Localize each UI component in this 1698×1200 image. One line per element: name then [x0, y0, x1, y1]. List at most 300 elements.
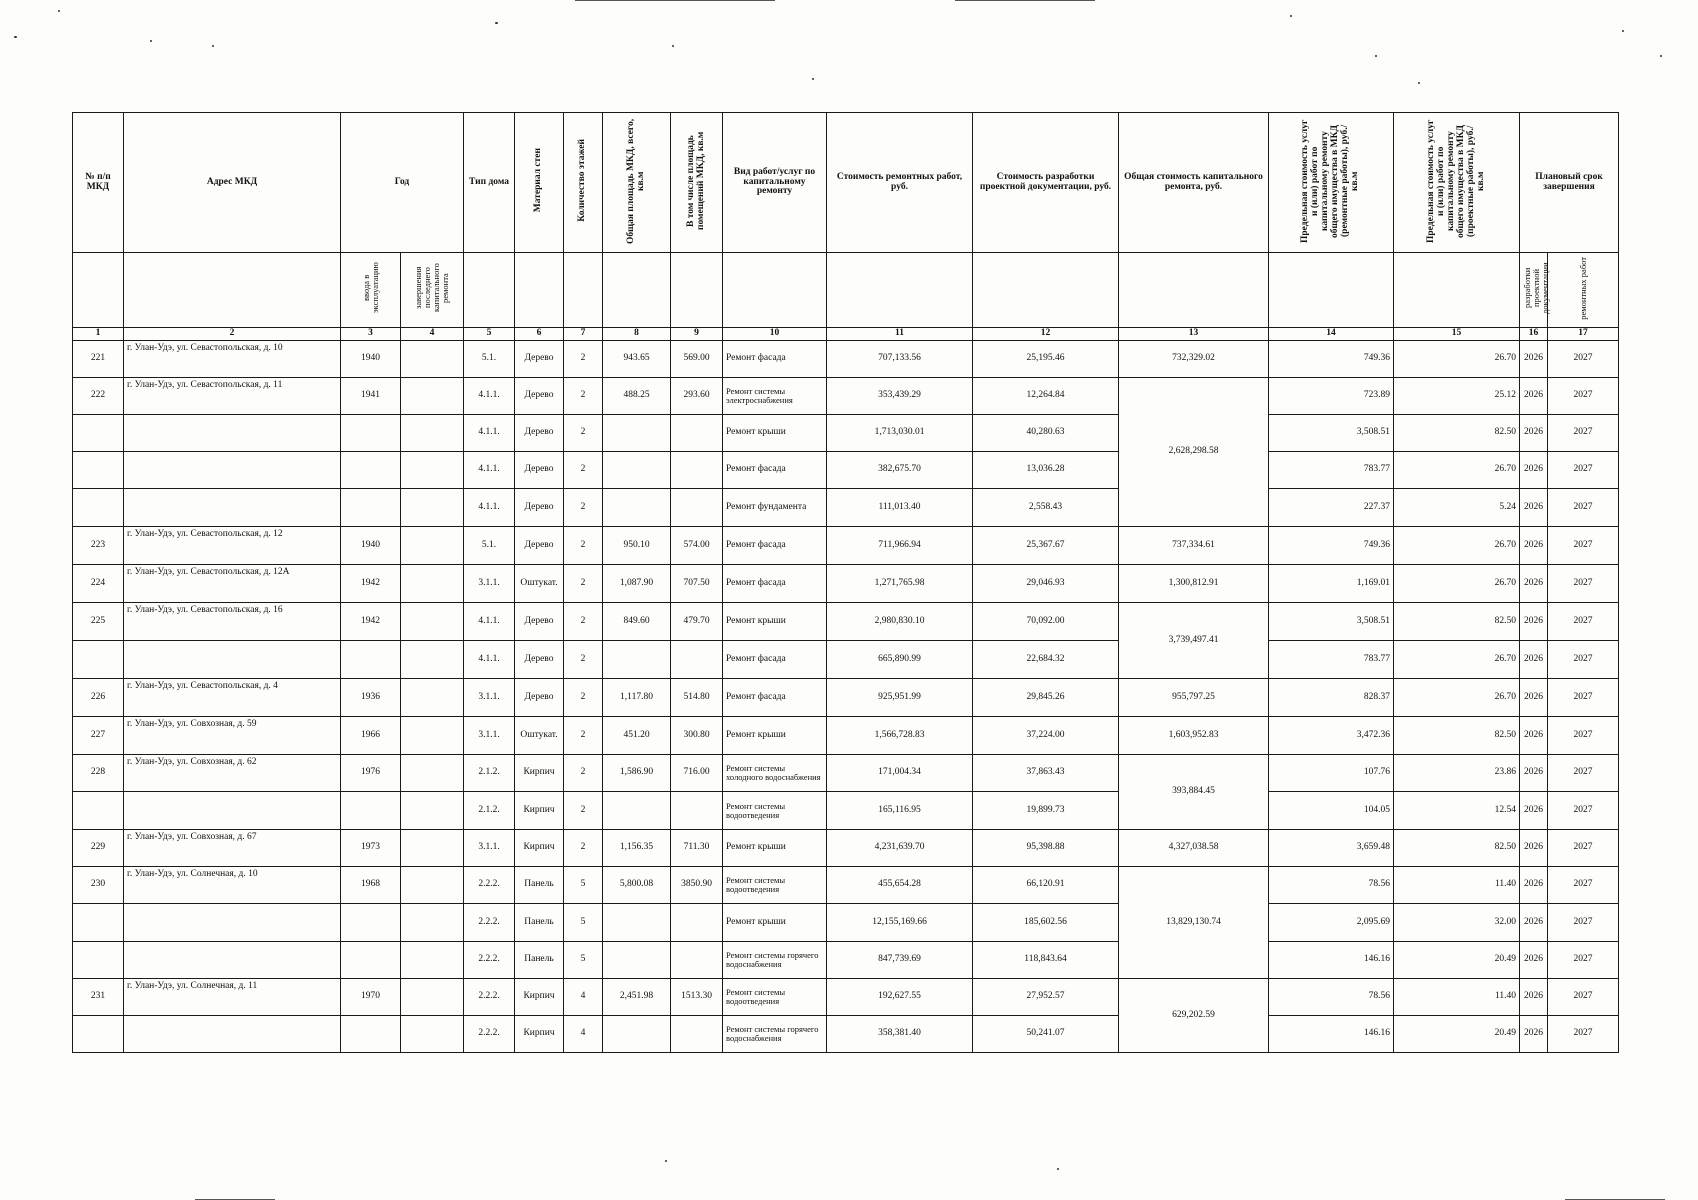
row-design-cost: 29,845.26 [973, 679, 1119, 717]
row-term-repair: 2027 [1548, 717, 1619, 755]
row-total-area: 1,156.35 [603, 830, 671, 867]
row-residential-area: 711.30 [671, 830, 723, 867]
row-address [124, 489, 341, 527]
row-wall-material: Дерево [515, 603, 564, 641]
row-number: 223 [73, 527, 124, 565]
column-number: 4 [401, 328, 464, 341]
row-house-type: 2.2.2. [464, 942, 515, 979]
row-term-design: 2026 [1520, 755, 1548, 792]
row-total-area: 943.65 [603, 341, 671, 378]
row-design-cost: 185,602.56 [973, 904, 1119, 942]
row-repair-cost: 111,013.40 [827, 489, 973, 527]
row-number [73, 452, 124, 489]
header-year: Год [341, 113, 464, 253]
row-address: г. Улан-Удэ, ул. Севастопольская, д. 12А [124, 565, 341, 603]
row-year-last-repair [401, 565, 464, 603]
row-term-repair: 2027 [1548, 830, 1619, 867]
row-number [73, 1016, 124, 1053]
row-address [124, 1016, 341, 1053]
row-year-commission: 1936 [341, 679, 401, 717]
row-total-cost: 13,829,130.74 [1119, 867, 1269, 979]
row-repair-cost: 171,004.34 [827, 755, 973, 792]
row-floors: 2 [564, 489, 603, 527]
row-house-type: 2.2.2. [464, 904, 515, 942]
row-total-area [603, 1016, 671, 1053]
column-number: 8 [603, 328, 671, 341]
row-floors: 2 [564, 641, 603, 679]
table-row [73, 904, 1619, 942]
row-year-commission: 1966 [341, 717, 401, 755]
row-residential-area: 569.00 [671, 341, 723, 378]
row-design-cost: 25,367.67 [973, 527, 1119, 565]
row-limit-design: 26.70 [1394, 679, 1520, 717]
row-term-design: 2026 [1520, 489, 1548, 527]
row-limit-design: 5.24 [1394, 489, 1520, 527]
row-number: 225 [73, 603, 124, 641]
header-num: № п/п МКД [73, 113, 124, 253]
row-number: 229 [73, 830, 124, 867]
row-total-cost: 3,739,497.41 [1119, 603, 1269, 679]
row-total-cost: 393,884.45 [1119, 755, 1269, 830]
row-limit-design: 82.50 [1394, 415, 1520, 452]
column-number: 3 [341, 328, 401, 341]
column-number: 13 [1119, 328, 1269, 341]
row-number [73, 942, 124, 979]
row-house-type: 4.1.1. [464, 489, 515, 527]
row-address: г. Улан-Удэ, ул. Солнечная, д. 10 [124, 867, 341, 904]
row-design-cost: 12,264.84 [973, 378, 1119, 415]
row-term-design: 2026 [1520, 378, 1548, 415]
table-row [73, 641, 1619, 679]
row-house-type: 3.1.1. [464, 565, 515, 603]
row-residential-area: 716.00 [671, 755, 723, 792]
table-row [73, 755, 1619, 792]
row-total-area [603, 641, 671, 679]
row-residential-area [671, 415, 723, 452]
row-limit-repair: 783.77 [1269, 452, 1394, 489]
row-house-type: 3.1.1. [464, 679, 515, 717]
column-number: 7 [564, 328, 603, 341]
row-wall-material: Кирпич [515, 1016, 564, 1053]
row-address: г. Улан-Удэ, ул. Севастопольская, д. 10 [124, 341, 341, 378]
row-total-area [603, 792, 671, 830]
row-total-cost: 1,300,812.91 [1119, 565, 1269, 603]
header-plan-term: Плановый срок завершения [1520, 113, 1619, 253]
row-work-type: Ремонт крыши [723, 415, 827, 452]
header-design-cost: Стоимость разработки проектной документации, руб. [973, 113, 1119, 253]
row-address: г. Улан-Удэ, ул. Севастопольская, д. 12 [124, 527, 341, 565]
row-total-cost: 955,797.25 [1119, 679, 1269, 717]
row-limit-design: 26.70 [1394, 641, 1520, 679]
row-residential-area: 574.00 [671, 527, 723, 565]
row-year-last-repair [401, 341, 464, 378]
row-limit-repair: 146.16 [1269, 1016, 1394, 1053]
row-floors: 2 [564, 603, 603, 641]
row-term-design: 2026 [1520, 341, 1548, 378]
row-total-area: 1,586.90 [603, 755, 671, 792]
row-limit-repair: 146.16 [1269, 942, 1394, 979]
row-limit-design: 26.70 [1394, 341, 1520, 378]
row-design-cost: 22,684.32 [973, 641, 1119, 679]
row-floors: 2 [564, 830, 603, 867]
row-total-area [603, 942, 671, 979]
row-limit-design: 20.49 [1394, 942, 1520, 979]
table-row [73, 717, 1619, 755]
header-limit-repair: Предельная стоимость услуг и (или) работ по капитальному ремонту общего имущества в МКД (ремонтные работы), руб./кв.м [1269, 113, 1394, 253]
row-number [73, 415, 124, 452]
row-wall-material: Оштукат. [515, 717, 564, 755]
column-number: 2 [124, 328, 341, 341]
header-house-type: Тип дома [464, 113, 515, 253]
row-house-type: 5.1. [464, 527, 515, 565]
row-wall-material: Дерево [515, 452, 564, 489]
row-year-last-repair [401, 603, 464, 641]
row-house-type: 3.1.1. [464, 830, 515, 867]
row-repair-cost: 12,155,169.66 [827, 904, 973, 942]
row-repair-cost: 4,231,639.70 [827, 830, 973, 867]
row-total-cost: 732,329.02 [1119, 341, 1269, 378]
row-total-area: 1,117.80 [603, 679, 671, 717]
row-work-type: Ремонт крыши [723, 717, 827, 755]
row-wall-material: Дерево [515, 679, 564, 717]
row-limit-design: 11.40 [1394, 979, 1520, 1016]
row-limit-design: 32.00 [1394, 904, 1520, 942]
row-floors: 2 [564, 755, 603, 792]
row-total-area [603, 452, 671, 489]
row-number: 227 [73, 717, 124, 755]
row-limit-repair: 78.56 [1269, 979, 1394, 1016]
row-year-last-repair [401, 867, 464, 904]
row-address [124, 641, 341, 679]
column-number: 15 [1394, 328, 1520, 341]
row-repair-cost: 1,566,728.83 [827, 717, 973, 755]
row-residential-area: 479.70 [671, 603, 723, 641]
row-limit-repair: 78.56 [1269, 867, 1394, 904]
row-total-cost: 2,628,298.58 [1119, 378, 1269, 527]
table-row [73, 452, 1619, 489]
row-year-last-repair [401, 755, 464, 792]
column-number: 9 [671, 328, 723, 341]
row-repair-cost: 665,890.99 [827, 641, 973, 679]
row-wall-material: Дерево [515, 489, 564, 527]
row-design-cost: 25,195.46 [973, 341, 1119, 378]
row-design-cost: 50,241.07 [973, 1016, 1119, 1053]
table-row [73, 942, 1619, 979]
row-house-type: 4.1.1. [464, 603, 515, 641]
row-limit-repair: 749.36 [1269, 527, 1394, 565]
row-year-commission: 1976 [341, 755, 401, 792]
row-wall-material: Панель [515, 904, 564, 942]
row-year-commission: 1940 [341, 341, 401, 378]
row-year-commission: 1940 [341, 527, 401, 565]
row-floors: 2 [564, 565, 603, 603]
row-work-type: Ремонт системы горячего водоснабжения [723, 1016, 827, 1053]
row-term-repair: 2027 [1548, 341, 1619, 378]
row-term-repair: 2027 [1548, 755, 1619, 792]
row-work-type: Ремонт системы холодного водоснабжения [723, 755, 827, 792]
row-term-design: 2026 [1520, 565, 1548, 603]
row-limit-repair: 107.76 [1269, 755, 1394, 792]
row-limit-design: 82.50 [1394, 830, 1520, 867]
row-design-cost: 13,036.28 [973, 452, 1119, 489]
table-row [73, 1016, 1619, 1053]
table-row [73, 867, 1619, 904]
row-house-type: 4.1.1. [464, 378, 515, 415]
row-year-last-repair [401, 717, 464, 755]
row-number: 222 [73, 378, 124, 415]
row-year-last-repair [401, 1016, 464, 1053]
row-limit-design: 12.54 [1394, 792, 1520, 830]
row-floors: 2 [564, 341, 603, 378]
row-work-type: Ремонт крыши [723, 830, 827, 867]
table-row [73, 489, 1619, 527]
row-repair-cost: 711,966.94 [827, 527, 973, 565]
row-total-cost: 629,202.59 [1119, 979, 1269, 1053]
row-work-type: Ремонт фасада [723, 679, 827, 717]
row-limit-design: 82.50 [1394, 603, 1520, 641]
table-row [73, 830, 1619, 867]
row-term-design: 2026 [1520, 942, 1548, 979]
row-wall-material: Дерево [515, 415, 564, 452]
subheader-commission: ввода в эксплуатацию [341, 253, 401, 328]
row-year-last-repair [401, 979, 464, 1016]
row-work-type: Ремонт фундамента [723, 489, 827, 527]
row-year-commission [341, 489, 401, 527]
row-limit-repair: 104.05 [1269, 792, 1394, 830]
row-total-area: 5,800.08 [603, 867, 671, 904]
row-repair-cost: 1,713,030.01 [827, 415, 973, 452]
row-term-design: 2026 [1520, 603, 1548, 641]
row-floors: 4 [564, 979, 603, 1016]
row-repair-cost: 2,980,830.10 [827, 603, 973, 641]
header-floors: Количество этажей [564, 113, 603, 253]
row-residential-area [671, 641, 723, 679]
row-term-design: 2026 [1520, 904, 1548, 942]
row-house-type: 4.1.1. [464, 452, 515, 489]
row-total-area [603, 489, 671, 527]
row-wall-material: Панель [515, 867, 564, 904]
table-row [73, 565, 1619, 603]
column-number: 14 [1269, 328, 1394, 341]
row-number [73, 641, 124, 679]
row-wall-material: Оштукат. [515, 565, 564, 603]
header-total-area: Общая площадь МКД, всего, кв.м [603, 113, 671, 253]
row-year-commission: 1942 [341, 565, 401, 603]
row-number: 228 [73, 755, 124, 792]
row-term-repair: 2027 [1548, 641, 1619, 679]
row-work-type: Ремонт системы горячего водоснабжения [723, 942, 827, 979]
row-repair-cost: 455,654.28 [827, 867, 973, 904]
row-limit-repair: 1,169.01 [1269, 565, 1394, 603]
row-floors: 5 [564, 942, 603, 979]
row-work-type: Ремонт фасада [723, 452, 827, 489]
row-floors: 2 [564, 679, 603, 717]
row-residential-area: 300.80 [671, 717, 723, 755]
row-repair-cost: 382,675.70 [827, 452, 973, 489]
row-repair-cost: 192,627.55 [827, 979, 973, 1016]
table-row [73, 979, 1619, 1016]
column-number: 10 [723, 328, 827, 341]
row-total-cost: 737,334.61 [1119, 527, 1269, 565]
row-term-design: 2026 [1520, 1016, 1548, 1053]
row-repair-cost: 353,439.29 [827, 378, 973, 415]
row-house-type: 4.1.1. [464, 641, 515, 679]
row-work-type: Ремонт системы электроснабжения [723, 378, 827, 415]
row-residential-area: 514.80 [671, 679, 723, 717]
row-term-repair: 2027 [1548, 792, 1619, 830]
row-address [124, 942, 341, 979]
row-term-design: 2026 [1520, 979, 1548, 1016]
row-year-last-repair [401, 378, 464, 415]
row-wall-material: Дерево [515, 341, 564, 378]
row-floors: 4 [564, 1016, 603, 1053]
row-term-repair: 2027 [1548, 527, 1619, 565]
row-house-type: 3.1.1. [464, 717, 515, 755]
row-residential-area: 293.60 [671, 378, 723, 415]
row-work-type: Ремонт фасада [723, 341, 827, 378]
row-address: г. Улан-Удэ, ул. Севастопольская, д. 11 [124, 378, 341, 415]
row-total-cost: 4,327,038.58 [1119, 830, 1269, 867]
row-work-type: Ремонт фасада [723, 565, 827, 603]
row-total-area: 849.60 [603, 603, 671, 641]
row-limit-design: 26.70 [1394, 527, 1520, 565]
row-limit-repair: 3,659.48 [1269, 830, 1394, 867]
row-term-repair: 2027 [1548, 867, 1619, 904]
row-year-commission: 1941 [341, 378, 401, 415]
row-year-last-repair [401, 942, 464, 979]
row-wall-material: Кирпич [515, 755, 564, 792]
row-work-type: Ремонт фасада [723, 641, 827, 679]
column-number: 11 [827, 328, 973, 341]
row-year-commission [341, 452, 401, 489]
row-year-commission [341, 792, 401, 830]
header-wall-material: Материал стен [515, 113, 564, 253]
row-address: г. Улан-Удэ, ул. Совхозная, д. 62 [124, 755, 341, 792]
row-floors: 2 [564, 527, 603, 565]
row-wall-material: Дерево [515, 641, 564, 679]
row-residential-area: 1513.30 [671, 979, 723, 1016]
row-residential-area: 707.50 [671, 565, 723, 603]
row-address: г. Улан-Удэ, ул. Севастопольская, д. 4 [124, 679, 341, 717]
row-year-commission: 1942 [341, 603, 401, 641]
column-number: 6 [515, 328, 564, 341]
row-term-repair: 2027 [1548, 452, 1619, 489]
row-floors: 5 [564, 904, 603, 942]
row-work-type: Ремонт системы водоотведения [723, 792, 827, 830]
row-limit-design: 26.70 [1394, 565, 1520, 603]
row-wall-material: Дерево [515, 527, 564, 565]
row-limit-repair: 227.37 [1269, 489, 1394, 527]
row-house-type: 2.2.2. [464, 1016, 515, 1053]
row-limit-design: 11.40 [1394, 867, 1520, 904]
table-row [73, 415, 1619, 452]
row-year-last-repair [401, 830, 464, 867]
column-numbers-row [73, 328, 1619, 341]
row-wall-material: Кирпич [515, 830, 564, 867]
row-repair-cost: 165,116.95 [827, 792, 973, 830]
column-number: 16 [1520, 328, 1548, 341]
row-number: 224 [73, 565, 124, 603]
subheader-last-repair: завершения последнего капитального ремонта [401, 253, 464, 328]
header-total-cost: Общая стоимость капитального ремонта, руб. [1119, 113, 1269, 253]
row-limit-design: 20.49 [1394, 1016, 1520, 1053]
row-limit-repair: 3,508.51 [1269, 415, 1394, 452]
row-year-commission [341, 641, 401, 679]
row-term-design: 2026 [1520, 792, 1548, 830]
row-work-type: Ремонт фасада [723, 527, 827, 565]
header-repair-cost: Стоимость ремонтных работ, руб. [827, 113, 973, 253]
row-limit-repair: 723.89 [1269, 378, 1394, 415]
table-row [73, 792, 1619, 830]
repair-plan-table [72, 112, 1619, 1053]
row-term-design: 2026 [1520, 867, 1548, 904]
row-design-cost: 66,120.91 [973, 867, 1119, 904]
table-row [73, 341, 1619, 378]
row-year-commission [341, 1016, 401, 1053]
row-repair-cost: 847,739.69 [827, 942, 973, 979]
row-residential-area [671, 792, 723, 830]
row-residential-area [671, 452, 723, 489]
row-floors: 5 [564, 867, 603, 904]
row-limit-repair: 828.37 [1269, 679, 1394, 717]
header-residential-area: В том числе площадь помещений МКД, кв.м [671, 113, 723, 253]
row-term-repair: 2027 [1548, 979, 1619, 1016]
row-limit-repair: 3,472.36 [1269, 717, 1394, 755]
row-limit-design: 23.86 [1394, 755, 1520, 792]
column-number: 12 [973, 328, 1119, 341]
row-number: 230 [73, 867, 124, 904]
row-year-commission [341, 415, 401, 452]
row-house-type: 5.1. [464, 341, 515, 378]
row-design-cost: 40,280.63 [973, 415, 1119, 452]
table-row [73, 679, 1619, 717]
row-house-type: 4.1.1. [464, 415, 515, 452]
row-work-type: Ремонт системы водоотведения [723, 979, 827, 1016]
row-wall-material: Дерево [515, 378, 564, 415]
row-address: г. Улан-Удэ, ул. Солнечная, д. 11 [124, 979, 341, 1016]
row-total-cost: 1,603,952.83 [1119, 717, 1269, 755]
row-number [73, 792, 124, 830]
row-term-design: 2026 [1520, 830, 1548, 867]
row-year-last-repair [401, 527, 464, 565]
header-work-type: Вид работ/услуг по капитальному ремонту [723, 113, 827, 253]
row-year-last-repair [401, 489, 464, 527]
row-limit-design: 25.12 [1394, 378, 1520, 415]
row-term-design: 2026 [1520, 452, 1548, 489]
row-repair-cost: 358,381.40 [827, 1016, 973, 1053]
row-year-last-repair [401, 904, 464, 942]
row-total-area [603, 904, 671, 942]
row-year-commission: 1973 [341, 830, 401, 867]
row-floors: 2 [564, 378, 603, 415]
row-house-type: 2.2.2. [464, 867, 515, 904]
row-design-cost: 2,558.43 [973, 489, 1119, 527]
row-repair-cost: 1,271,765.98 [827, 565, 973, 603]
subheader-row [73, 253, 1619, 328]
row-design-cost: 29,046.93 [973, 565, 1119, 603]
header-address: Адрес МКД [124, 113, 341, 253]
row-house-type: 2.1.2. [464, 755, 515, 792]
row-year-last-repair [401, 415, 464, 452]
row-term-repair: 2027 [1548, 415, 1619, 452]
row-limit-repair: 783.77 [1269, 641, 1394, 679]
row-limit-repair: 749.36 [1269, 341, 1394, 378]
row-design-cost: 70,092.00 [973, 603, 1119, 641]
row-year-last-repair [401, 641, 464, 679]
row-address [124, 792, 341, 830]
row-house-type: 2.2.2. [464, 979, 515, 1016]
row-limit-design: 26.70 [1394, 452, 1520, 489]
